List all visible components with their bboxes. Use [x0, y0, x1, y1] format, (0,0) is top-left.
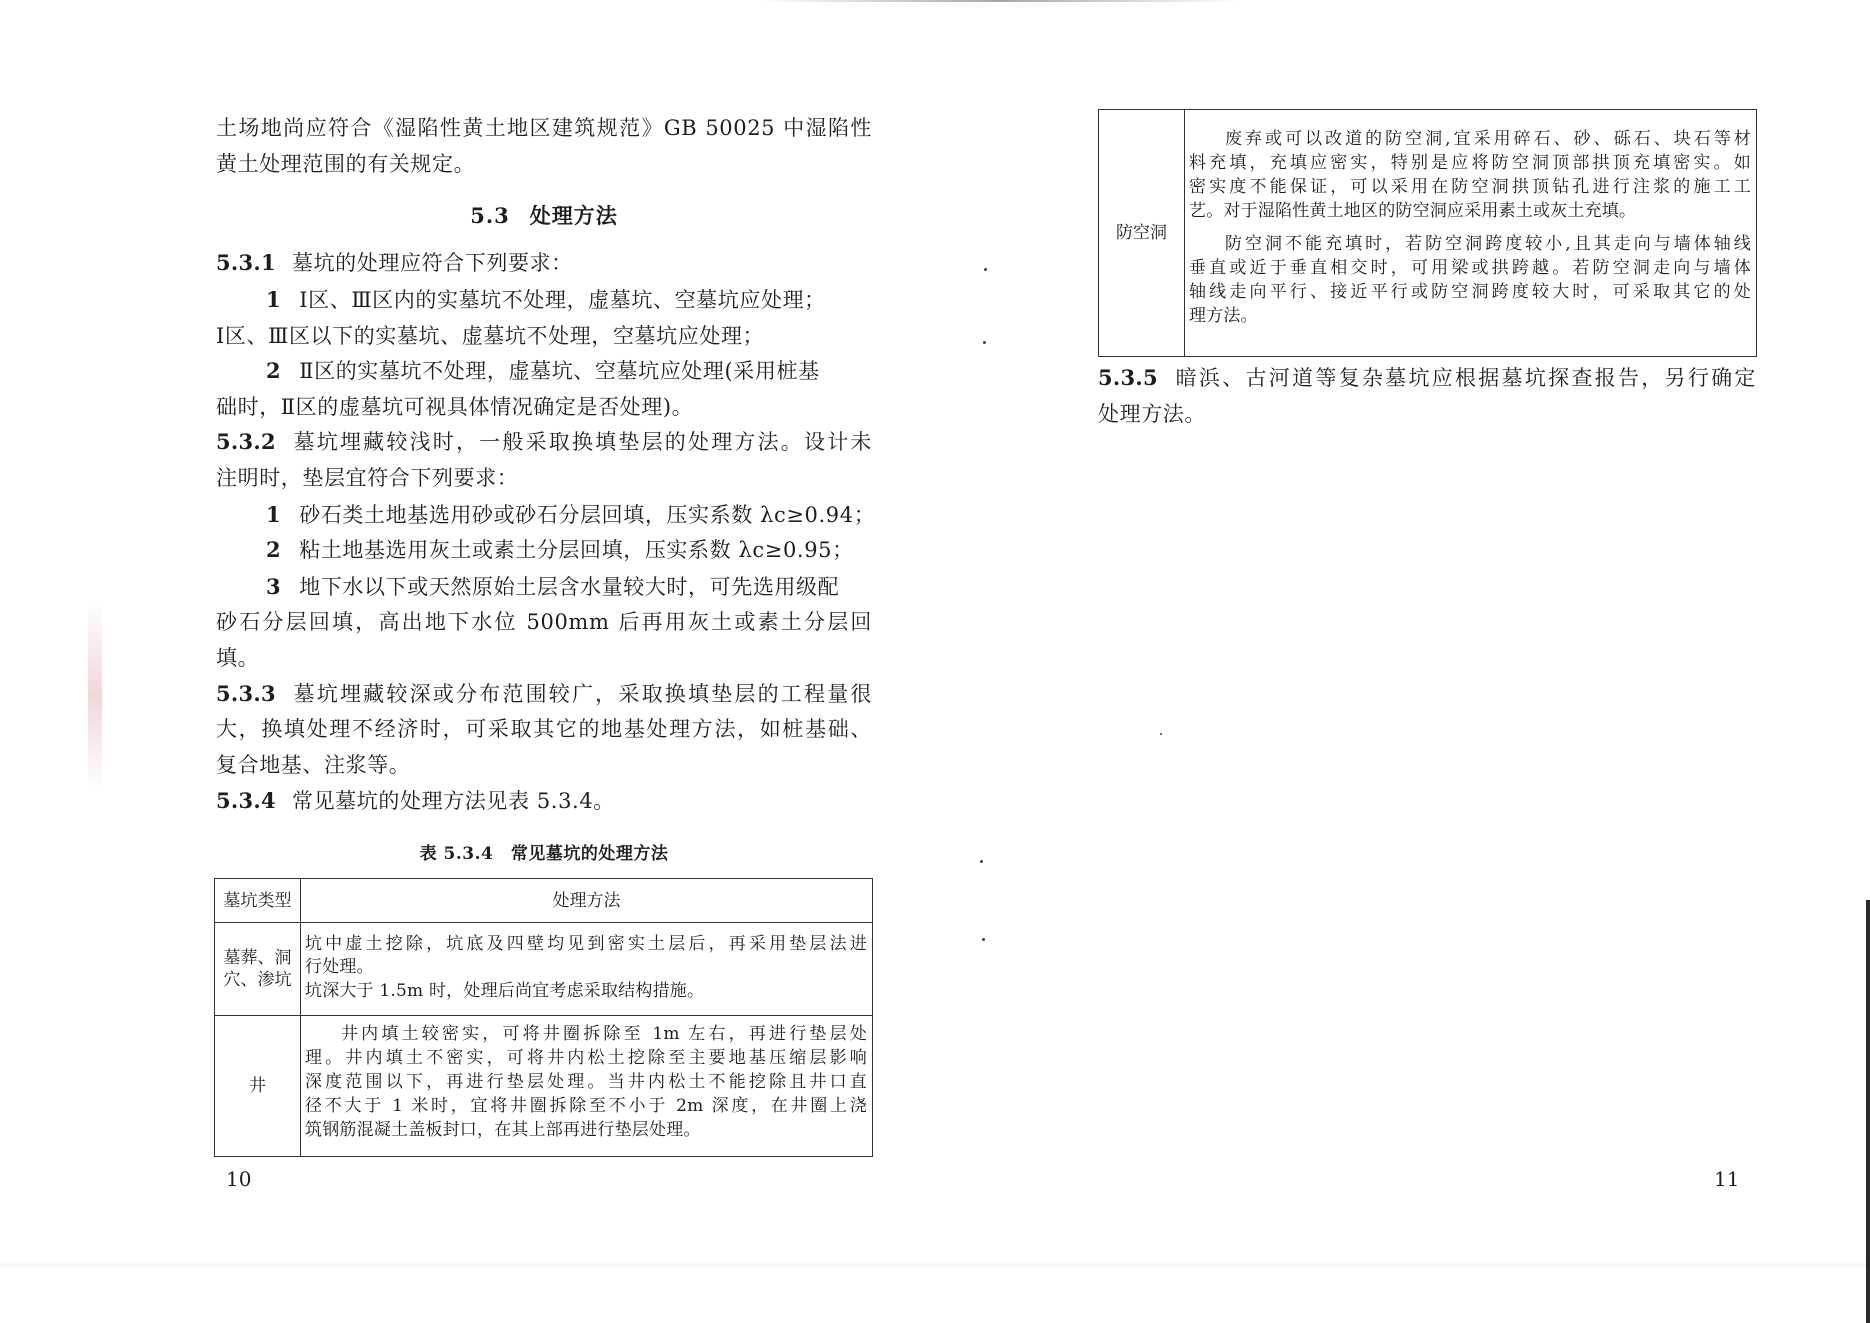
table-cell-type: 防空洞 [1099, 110, 1185, 357]
cell-line: 深度范围以下，再进行垫层处理。当井内松土不能挖除且井口直 [305, 1072, 867, 1092]
list-item [266, 286, 826, 314]
table-row [215, 1016, 873, 1157]
table-header-row [215, 879, 873, 923]
cell-line: 筑钢筋混凝土盖板封口，在其上部再进行垫层处理。 [305, 1120, 701, 1140]
list-item [266, 357, 820, 385]
table-row [1099, 110, 1757, 357]
scan-bottom-edge [0, 1262, 1870, 1268]
cell-line: 坑深大于 1.5m 时，处理后尚宜考虑采取结构措施。 [305, 981, 705, 1001]
item-text: 地下水以下或天然原始土层含水量较大时，可先选用级配 [299, 575, 840, 599]
clause-5-3-3 [216, 680, 872, 708]
clause-number: 5.3.5 [1098, 365, 1158, 390]
item-text: 砂石类土地基选用砂或砂石分层回填，压实系数 λc≥0.94； [299, 503, 876, 527]
list-item [266, 536, 854, 564]
clause-number: 5.3.3 [216, 681, 276, 706]
cell-line: 料充填，充填应密实，特别是应将防空洞顶部拱顶充填密实。如 [1189, 153, 1751, 173]
section-title: 处理方法 [529, 203, 618, 228]
clause-5-3-1 [216, 249, 573, 277]
cell-line: 理。井内填土不密实，可将井内松土挖除至主要地基压缩层影响 [305, 1048, 867, 1068]
cell-line: 井内填土较密实，可将井圈拆除至 1m 左右，再进行垫层处 [341, 1024, 867, 1044]
paragraph-line: Ⅰ区、Ⅲ区以下的实墓坑、虚墓坑不处理，空墓坑应处理； [216, 324, 765, 348]
cell-line: 行处理。 [305, 957, 374, 977]
paragraph-line: 处理方法。 [1098, 402, 1206, 426]
table-cell-method [1185, 110, 1757, 357]
scan-speck [980, 860, 983, 863]
treatment-table-continued [1098, 109, 1757, 357]
cell-line: 坑中虚土挖除，坑底及四壁均见到密实土层后，再采用垫层法进 [305, 934, 867, 954]
scan-speck [984, 268, 987, 271]
page-number: 10 [226, 1167, 252, 1191]
cell-line: 艺。对于湿陷性黄土地区的防空洞应采用素土或灰土充填。 [1189, 201, 1637, 221]
list-item [266, 573, 839, 601]
table-caption: 表 5.3.4 常见墓坑的处理方法 [419, 844, 669, 864]
table-cell-type [215, 923, 301, 1016]
item-text: Ⅱ区的实墓坑不处理，虚墓坑、空墓坑应处理(采用桩基 [299, 359, 820, 383]
cell-line: 垂直或近于垂直相交时，可用梁或拱跨越。若防空洞走向与墙体 [1189, 258, 1751, 278]
list-item [266, 501, 875, 529]
clause-text: 墓坑的处理应符合下列要求： [291, 251, 573, 275]
table-cell-method [301, 923, 873, 1016]
header-cell-type: 墓坑类型 [215, 879, 301, 923]
scan-speck [1160, 733, 1162, 735]
paragraph-line: 填。 [216, 646, 260, 670]
item-number: 1 [266, 287, 282, 312]
clause-text: 墓坑埋藏较浅时，一般采取换填垫层的处理方法。设计未 [291, 430, 872, 454]
paragraph-line: 土场地尚应符合《湿陷性黄土地区建筑规范》GB 50025 中湿陷性 [216, 116, 872, 140]
paragraph-line: 黄土处理范围的有关规定。 [216, 152, 476, 176]
clause-5-3-5 [1098, 364, 1756, 392]
paragraph-line: 复合地基、注浆等。 [216, 753, 411, 777]
cell-line: 废弃或可以改道的防空洞,宜采用碎石、砂、砾石、块石等材 [1225, 129, 1751, 149]
section-number: 5.3 [470, 203, 510, 228]
clause-text: 暗浜、古河道等复杂墓坑应根据墓坑探查报告，另行确定 [1173, 366, 1756, 390]
clause-number: 5.3.2 [216, 429, 276, 454]
cell-line: 防空洞不能充填时，若防空洞跨度较小,且其走向与墙体轴线 [1225, 234, 1751, 254]
scan-speck [982, 938, 985, 941]
table-cell-method [301, 1016, 873, 1157]
cell-line: 轴线走向平行、接近平行或防空洞跨度较大时，可采取其它的处 [1189, 282, 1751, 302]
item-number: 2 [266, 358, 282, 383]
item-number: 3 [266, 574, 282, 599]
scan-top-edge [760, 0, 1240, 2]
paragraph-line: 砂石分层回填，高出地下水位 500mm 后再用灰土或素土分层回 [216, 610, 872, 634]
item-number: 2 [266, 537, 282, 562]
cell-line: 穴、渗坑 [223, 970, 292, 990]
cell-line: 墓葬、洞 [223, 948, 292, 968]
item-number: 1 [266, 502, 282, 527]
paragraph-line: 础时，Ⅱ区的虚墓坑可视具体情况确定是否处理)。 [216, 395, 694, 419]
section-heading [216, 202, 872, 230]
treatment-table [214, 878, 873, 1157]
item-text: Ⅰ区、Ⅲ区内的实墓坑不处理，虚墓坑、空墓坑应处理； [299, 288, 826, 312]
clause-5-3-4 [216, 787, 615, 815]
table-row [215, 923, 873, 1016]
cell-line: 径不大于 1 米时，宜将井圈拆除至不小于 2m 深度，在井圈上浇 [305, 1096, 867, 1116]
page-number: 11 [1714, 1167, 1740, 1191]
paragraph-line: 注明时，垫层宜符合下列要求： [216, 466, 519, 490]
clause-text: 墓坑埋藏较深或分布范围较广，采取换填垫层的工程量很 [291, 682, 872, 706]
clause-text: 常见墓坑的处理方法见表 5.3.4。 [291, 789, 615, 813]
clause-number: 5.3.4 [216, 788, 276, 813]
clause-5-3-2 [216, 428, 872, 456]
table-cell-type: 井 [215, 1016, 301, 1157]
clause-number: 5.3.1 [216, 250, 276, 275]
cell-line: 理方法。 [1189, 306, 1258, 326]
scan-speck [983, 341, 986, 344]
scan-smudge [88, 600, 102, 790]
header-cell-method: 处理方法 [301, 879, 873, 923]
paragraph-line: 大，换填处理不经济时，可采取其它的地基处理方法，如桩基础、 [216, 717, 872, 741]
item-text: 粘土地基选用灰土或素土分层回填，压实系数 λc≥0.95； [299, 538, 854, 562]
scan-right-edge [1866, 900, 1870, 1323]
cell-line: 密实度不能保证，可以采用在防空洞拱顶钻孔进行注浆的施工工 [1189, 177, 1751, 197]
